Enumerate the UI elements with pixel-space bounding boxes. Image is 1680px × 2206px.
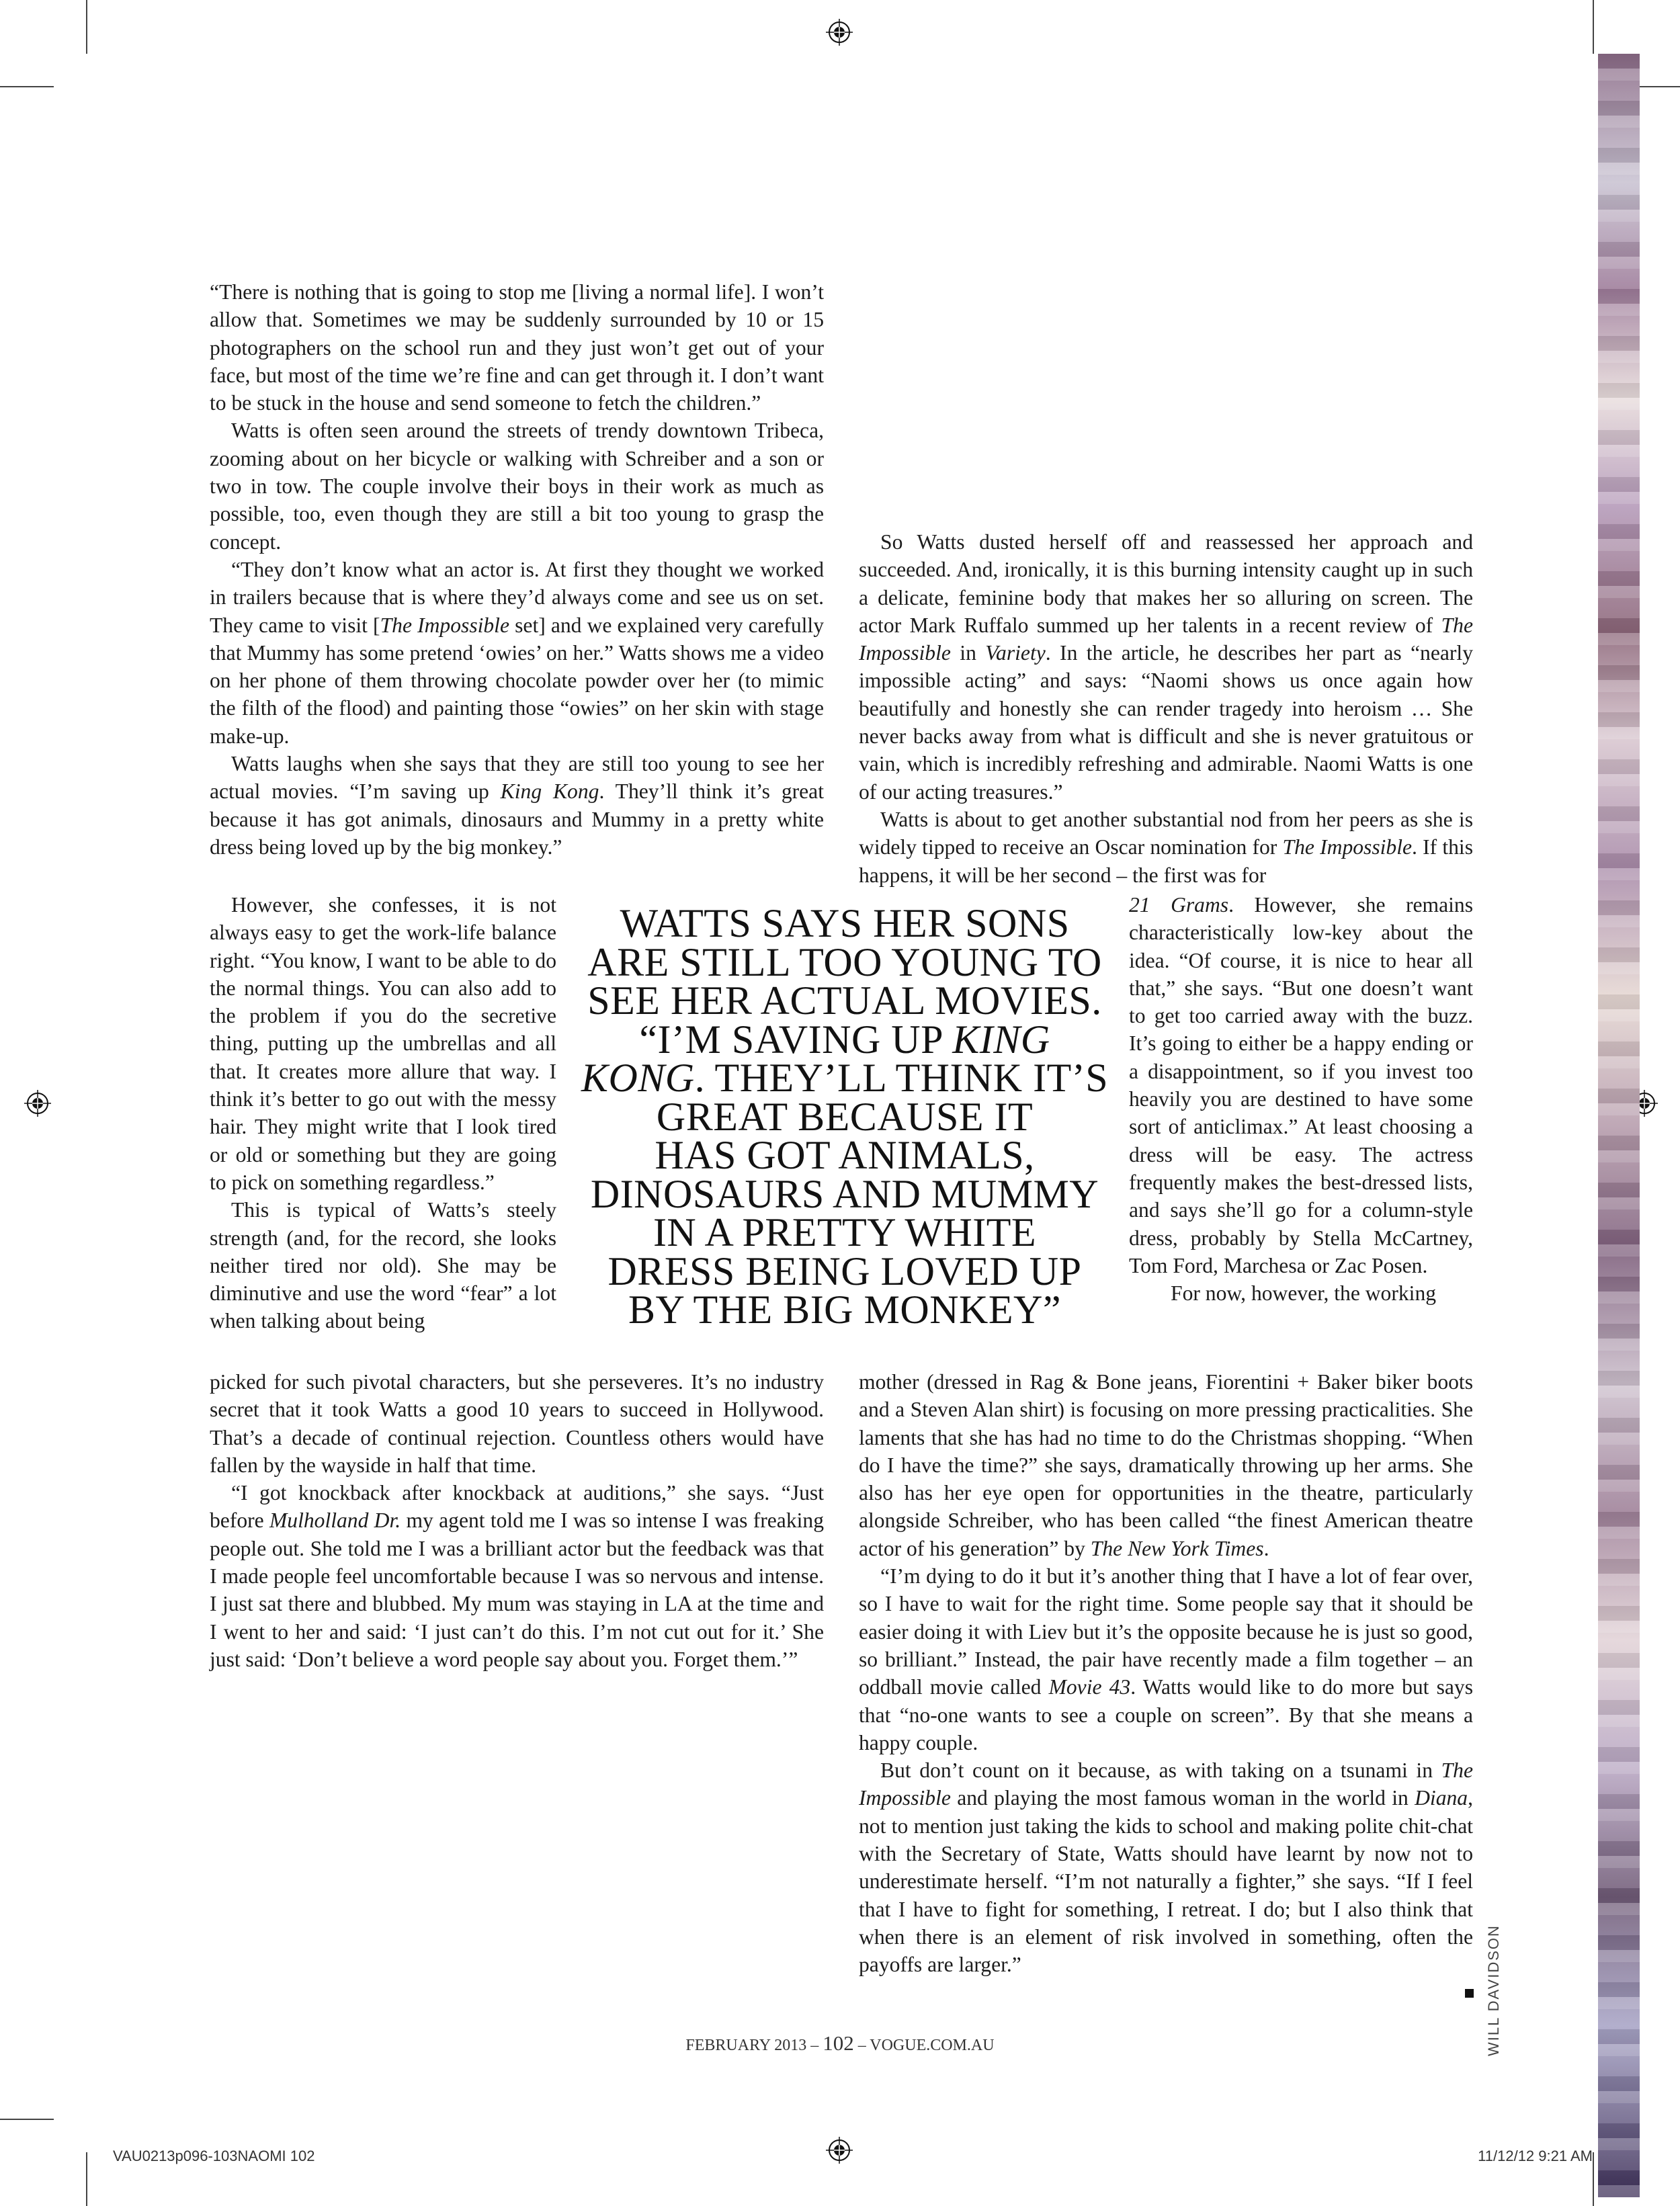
crop-mark — [86, 2152, 87, 2206]
pull-quote — [566, 901, 1124, 1332]
crop-mark — [0, 86, 54, 87]
pull-quote-line: KONG. THEY’LL THINK IT’S — [581, 1056, 1109, 1100]
footer-website: VOGUE.COM.AU — [870, 2037, 995, 2054]
column1-top — [210, 278, 824, 861]
page-number: 102 — [823, 2031, 854, 2055]
crop-mark — [1593, 2152, 1594, 2206]
paragraph: “I’m dying to do it but it’s another thing that I have a lot of fear over, so I have to wait for the right time. Some people say that it should be easier doing it with Liev but it’s the opposite because he is just so good, so brilliant.” Instead, the pair have recently made a film together – an oddball movie called Movie 43. Watts would like to do more but says that “no-one wants to see a couple on screen”. By that she means a happy couple. — [859, 1564, 1474, 1754]
paragraph: “They don’t know what an actor is. At first they thought we worked in trailers because that is where they’d always come and see us on set. They came to visit [The Impossible set] and we explained very carefully that Mummy has some pretend ‘owies’ on her.” Watts shows me a video on her phone of them throwing chocolate powder over her (to mimic the filth of the flood) and painting those “owies” on her skin with stage make-up. — [210, 557, 825, 748]
footer-issue: FEBRUARY 2013 — [685, 2037, 807, 2054]
pull-quote-line: GREAT BECAUSE IT — [656, 1094, 1034, 1139]
paragraph: 21 Grams. However, she remains characteristically low-key about the idea. “Of course, it is nice to hear all that,” she says. “But one doesn’t want to get too carried away with the buzz. It’s going to either be a happy ending or a disappointment, so if you invest too heavily you are destined to have some sort of anticlimax.” At least choosing a dress will be easy. The actress frequently makes the best-dressed lists, and says she’ll go for a column-style dress, probably by Stella McCartney, Tom Ford, Marchesa or Zac Posen. — [1129, 893, 1473, 1277]
column1-narrow — [210, 891, 556, 1335]
registration-mark-icon — [826, 19, 853, 46]
registration-mark-icon — [826, 2137, 853, 2164]
photo-bleed-strip — [1598, 54, 1640, 2197]
pull-quote-line: BY THE BIG MONKEY” — [628, 1287, 1061, 1332]
page-footer: FEBRUARY 2013 – 102 – VOGUE.COM.AU — [685, 2031, 995, 2055]
pull-quote-line: DRESS BEING LOVED UP — [607, 1248, 1082, 1293]
paragraph: But don’t count on it because, as with taking on a tsunami in The Impossible and playing the most famous woman in the world in Diana, not to mention just taking the kids to school and making polite chit-chat with the Secretary of State, Watts should have learnt by now not to underestimate herself. “I’m not naturally a fighter,” she says. “If I feel that I have to fight for something, I retreat. I do; but I also think that when there is an element of risk involved in something, often the payoffs are larger.” — [859, 1758, 1473, 1977]
paragraph: Watts laughs when she says that they are still too young to see her actual movies. “I’m saving up King Kong. They’ll think it’s great because it has got animals, dinosaurs and Mummy in a pretty white dress being loved up by the big monkey.” — [210, 752, 824, 859]
column2-narrow — [1129, 891, 1473, 1307]
pull-quote-line: DINOSAURS AND MUMMY — [590, 1171, 1099, 1216]
paragraph: “There is nothing that is going to stop me [living a normal life]. I won’t allow that. Sometimes we may be suddenly surrounded by 10 or 15 photographers on the school run and they just won’t get out of your face, but most of the time we’re fine and can get through it. I don’t want to be stuck in the house and send someone to fetch the children.” — [210, 280, 824, 415]
paragraph: picked for such pivotal characters, but she perseveres. It’s no industry secret that it took Watts a good 10 years to succeed in Hollywood. That’s a decade of continual rejection. Countless others would have fallen by the wayside in half that time. — [210, 1370, 824, 1477]
column2-top — [859, 528, 1473, 889]
photo-credit: WILL DAVIDSON — [1485, 1924, 1502, 2056]
crop-mark — [1593, 0, 1594, 54]
column2-bottom — [859, 1368, 1473, 1979]
pull-quote-line: IN A PRETTY WHITE — [653, 1210, 1037, 1255]
crop-mark — [0, 2119, 54, 2120]
paragraph: Watts is about to get another substantial nod from her peers as she is widely tipped to receive an Oscar nomination for The Impossible. If this happens, it will be her second – the first was for — [859, 807, 1473, 887]
pull-quote-line: SEE HER ACTUAL MOVIES. — [587, 978, 1102, 1023]
column1-bottom — [210, 1368, 824, 1673]
paragraph: mother (dressed in Rag & Bone jeans, Fiorentini + Baker biker boots and a Steven Alan shirt) is focusing on more pressing practicalities. She laments that she has had no time to do the Christmas shopping. “When do I have the time?” she says, dramatically throwing up her arms. She also has her eye open for opportunities in the theatre, particularly alongside Schreiber, who has been called “the finest American theatre actor of his generation” by The New York Times. — [859, 1370, 1473, 1560]
paragraph: For now, however, the working — [1171, 1281, 1437, 1306]
pull-quote-line: ARE STILL TOO YOUNG TO — [587, 939, 1102, 984]
pull-quote-line: HAS GOT ANIMALS, — [655, 1133, 1035, 1177]
slug-file: VAU0213p096-103NAOMI 102 — [113, 2148, 315, 2164]
slug-datetime: 11/12/12 9:21 AM — [1478, 2148, 1593, 2164]
paragraph: This is typical of Watts’s steely strength (and, for the record, she looks neither tired nor old). She may be diminutive and use the word “fear” a lot when talking about being — [210, 1198, 556, 1333]
registration-mark-icon — [24, 1090, 51, 1117]
pull-quote-line: “I’M SAVING UP KING — [639, 1017, 1050, 1062]
crop-mark — [86, 0, 87, 54]
paragraph: So Watts dusted herself off and reassessed her approach and succeeded. And, ironically, it is this burning intensity caught up in such a delicate, feminine body that makes her so alluring on screen. The actor Mark Ruffalo summed up her talents in a recent review of The Impossible in Variety. In the article, he describes her part as “nearly impossible acting” and says: “Naomi shows us once again how beautifully and honestly she can render tragedy into heroism … She never backs away from what is difficult and she is never gratuitous or vain, which is incredibly refreshing and admirable. Naomi Watts is one of our acting treasures.” — [859, 530, 1473, 804]
paragraph: Watts is often seen around the streets of trendy downtown Tribeca, zooming about on her bicycle or walking with Schreiber and a son or two in tow. The couple involve their boys in their work as much as possible, too, even though they are still a bit too young to grasp the concept. — [210, 419, 824, 554]
pull-quote-line: WATTS SAYS HER SONS — [620, 901, 1070, 945]
paragraph: However, she confesses, it is not always easy to get the work-life balance right. “You know, I want to be able to do the normal things. You can also add to the problem if you do the secretive thing, putting up the umbrellas and all that. It creates more allure that way. I think it’s better to go out with the messy hair. They might write that I look tired or old or something but they are going to pick on something regardless.” — [210, 893, 556, 1194]
end-mark-icon — [1465, 1989, 1474, 1998]
paragraph: “I got knockback after knockback at auditions,” she says. “Just before Mulholland Dr. my agent told me I was so intense I was freaking people out. She told me I was a brilliant actor but the feedback was that I made people feel uncomfortable because I was so nervous and intense. I just sat there and blubbed. My mum was staying in LA at the time and I went to her and said: ‘I just can’t do this. I’m not cut out for it.’ She just said: ‘Don’t believe a word people say about you. Forget them.’” — [210, 1481, 824, 1671]
